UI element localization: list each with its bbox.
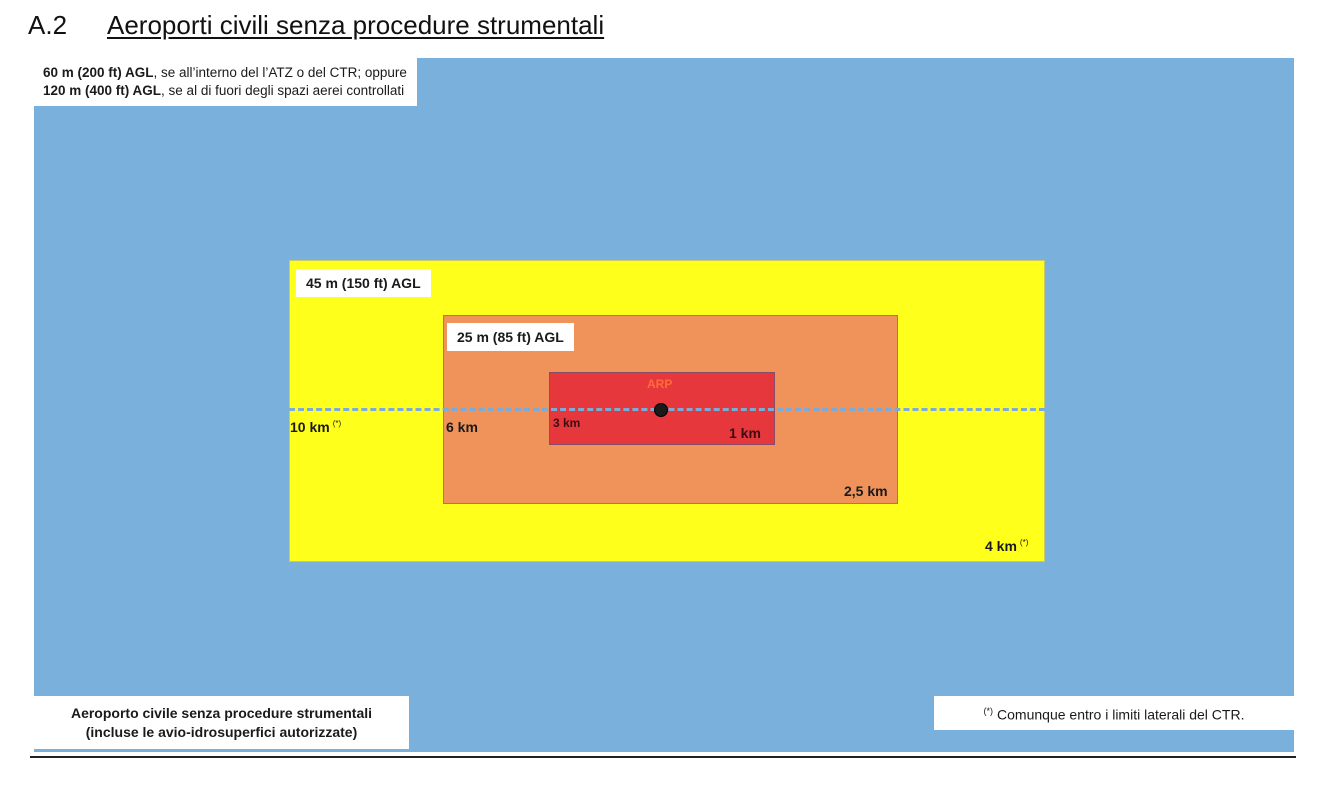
outer-width-label <box>985 538 1028 554</box>
altitude-uncontrolled: 120 m (400 ft) AGL <box>43 83 162 98</box>
inner-length-label: 3 km <box>553 416 581 430</box>
altitude-uncontrolled-desc: , se al di fuori degli spazi aerei controllati <box>161 83 405 98</box>
outer-length-value: 10 km <box>290 419 330 435</box>
middle-length-label: 6 km <box>446 419 478 435</box>
outer-zone-label: 45 m (150 ft) AGL <box>296 269 431 297</box>
altitude-controlled-desc: , se all’interno del l’ATZ o del CTR; oppure <box>153 65 407 80</box>
aerodrome-type-caption <box>34 696 409 749</box>
inner-width-label: 1 km <box>729 425 761 441</box>
section-number: A.2 <box>28 10 68 40</box>
footnote-text: Comunque entro i limiti laterali del CTR. <box>997 706 1245 723</box>
middle-width-label: 2,5 km <box>844 483 888 499</box>
section-title: Aeroporti civili senza procedure strumentali <box>107 10 605 40</box>
ctr-footnote <box>934 696 1294 730</box>
aerodrome-type-line-2: (incluse le avio-idrosuperfici autorizzate) <box>85 724 358 740</box>
arp-label: ARP <box>647 377 673 391</box>
outer-length-label <box>290 419 341 435</box>
bottom-rule <box>30 756 1296 758</box>
altitude-note-line-1 <box>43 64 407 82</box>
altitude-controlled: 60 m (200 ft) AGL <box>43 65 154 80</box>
middle-zone-label: 25 m (85 ft) AGL <box>447 323 574 351</box>
outer-width-value: 4 km <box>985 538 1017 554</box>
airspace-diagram <box>34 58 1294 752</box>
altitude-limits-note <box>34 58 417 106</box>
footnote-mark: (*) <box>983 706 994 716</box>
arp-point <box>654 403 668 417</box>
outer-width-note-mark: (*) <box>1019 538 1029 548</box>
altitude-note-line-2 <box>43 82 407 100</box>
aerodrome-type-line-1: Aeroporto civile senza procedure strumentali <box>70 705 373 721</box>
outer-length-note-mark: (*) <box>332 419 342 429</box>
section-heading <box>28 10 604 41</box>
